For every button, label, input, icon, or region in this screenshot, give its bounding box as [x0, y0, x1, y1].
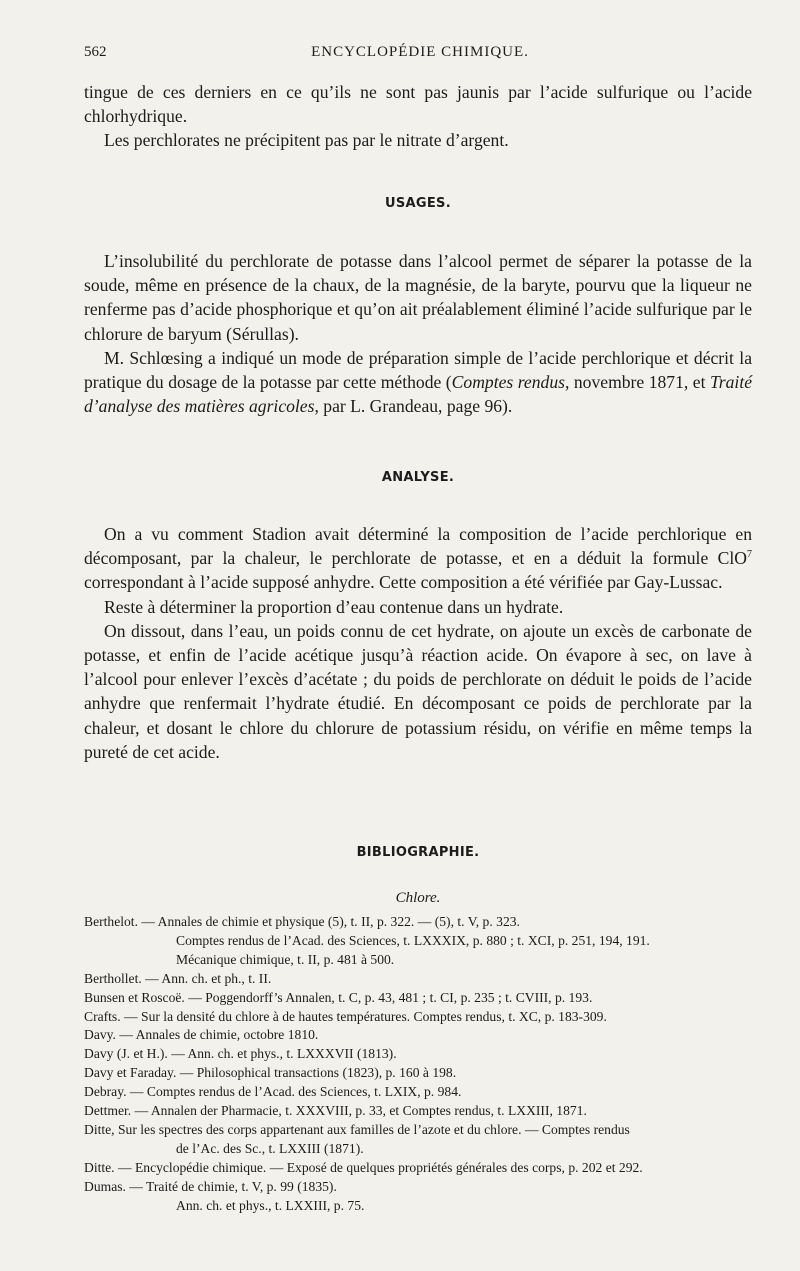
running-title: ENCYCLOPÉDIE CHIMIQUE.	[311, 44, 529, 60]
bibliography-entry: Dumas. — Traité de chimie, t. V, p. 99 (1835).	[84, 1178, 337, 1194]
intro-text	[84, 80, 752, 153]
analyse-paragraph-2: Reste à déterminer la proportion d’eau contenue dans un hydrate.	[104, 596, 564, 617]
bibliography-entry: Davy (J. et H.). — Ann. ch. et phys., t. LXXXVII (1813).	[84, 1046, 397, 1062]
usages-paragraph-1: L’insolubilité du perchlorate de potasse dans l’alcool permet de séparer la potasse de la soude, même en présence de la chaux, de la magnésie, de la baryte, pourvu que la liqueur ne renferme pas d’acide phosphorique et qu’on ait préalablement éliminé l’acide sulfurique par le chlorure de baryum (Sérullas).	[84, 251, 752, 344]
bibliography-entry-continuation: Comptes rendus de l’Acad. des Sciences, t. LXXXIX, p. 880 ; t. XCI, p. 251, 194, 191.	[176, 932, 650, 948]
usages-paragraph-2	[84, 346, 752, 419]
bibliography-entry: Davy et Faraday. — Philosophical transactions (1823), p. 160 à 198.	[84, 1065, 457, 1081]
bibliography-entry: Berthollet. — Ann. ch. et ph., t. II.	[84, 970, 272, 986]
bibliography-entry: Crafts. — Sur la densité du chlore à de hautes températures. Comptes rendus, t. XC, p. 183-309.	[84, 1008, 607, 1024]
usages-ref-comptes-rendus: Comptes rendus	[451, 372, 565, 393]
bibliography-entry: Debray. — Comptes rendus de l’Acad. des Sciences, t. LXIX, p. 984.	[84, 1084, 462, 1100]
bibliographie-subheading: Chlore.	[395, 890, 441, 906]
usages-heading: USAGES.	[385, 196, 451, 211]
usages-ref-traite: Traité d’analyse des matières agricoles	[84, 372, 753, 417]
analyse-heading: ANALYSE.	[381, 470, 455, 485]
usages-text	[84, 249, 752, 418]
bibliography-entry: Ditte, Sur les spectres des corps appartenant aux familles de l’azote et du chlore. — Comptes rendus	[84, 1121, 630, 1137]
bibliography-entry: Ditte. — Encyclopédie chimique. — Exposé de quelques propriétés générales des corps, p. 202 et 292.	[84, 1159, 643, 1175]
bibliography-list	[84, 913, 756, 1216]
bibliography-entry: Berthelot. — Annales de chimie et physique (5), t. II, p. 322. — (5), t. V, p. 323.	[84, 914, 520, 929]
usages-p2-text-a: M. Schlœsing a indiqué un mode de préparation simple de l’acide perchlorique et décrit la pratique du dosage de la potasse par cette méthode (	[84, 347, 752, 393]
usages-p2-text-b: , novembre 1871, et	[564, 372, 710, 393]
analyse-text	[84, 522, 752, 764]
page-header	[84, 40, 756, 64]
analyse-paragraph-1	[84, 522, 752, 595]
analyse-paragraph-3: On dissout, dans l’eau, un poids connu de cet hydrate, on ajoute un excès de carbonate de potasse, et enfin de l’acide acétique jusqu’à réaction acide. On évapore à sec, on lave à l’alcool pour enlever l’excès d’acétate ; du poids de perchlorate on déduit le poids de l’acide anhydre que renfermait l’hydrate étudié. En décomposant ce poids de perchlorate par la chaleur, et dosant le chlore du chlorure de potassium résidu, on vérifie en même temps la pureté de cet acide.	[84, 620, 752, 762]
bibliographie-heading: BIBLIOGRAPHIE.	[356, 845, 480, 860]
usages-p2-text-c: , par L. Grandeau, page 96).	[314, 396, 513, 417]
bibliography-entry-continuation: Mécanique chimique, t. II, p. 481 à 500.	[176, 951, 395, 967]
bibliography-entry-continuation: de l’Ac. des Sc., t. LXXIII (1871).	[176, 1140, 364, 1156]
formula-superscript: 7	[747, 549, 752, 561]
bibliography-entry: Dettmer. — Annalen der Pharmacie, t. XXXVIII, p. 33, et Comptes rendus, t. LXXIII, 1871.	[84, 1103, 587, 1119]
analyse-p1-text-a: On a vu comment Stadion avait déterminé la composition de l’acide perchlorique en décomposant, par la chaleur, le perchlorate de potasse, et en a déduit la formule ClO	[84, 524, 752, 569]
intro-paragraph-2: Les perchlorates ne précipitent pas par le nitrate d’argent.	[104, 130, 509, 151]
page-number: 562	[84, 44, 107, 60]
bibliography-entry: Bunsen et Roscoë. — Poggendorff’s Annalen, t. C, p. 43, 481 ; t. CI, p. 235 ; t. CVIII, p. 193.	[84, 989, 593, 1005]
intro-paragraph-1: tingue de ces derniers en ce qu’ils ne sont pas jaunis par l’acide sulfurique ou l’acide chlorhydrique.	[84, 82, 752, 127]
analyse-p1-text-b: correspondant à l’acide supposé anhydre. Cette composition a été vérifiée par Gay-Lussac.	[84, 572, 723, 593]
bibliography-entry-continuation: Ann. ch. et phys., t. LXXIII, p. 75.	[176, 1197, 365, 1213]
bibliography-entry: Davy. — Annales de chimie, octobre 1810.	[84, 1027, 319, 1043]
